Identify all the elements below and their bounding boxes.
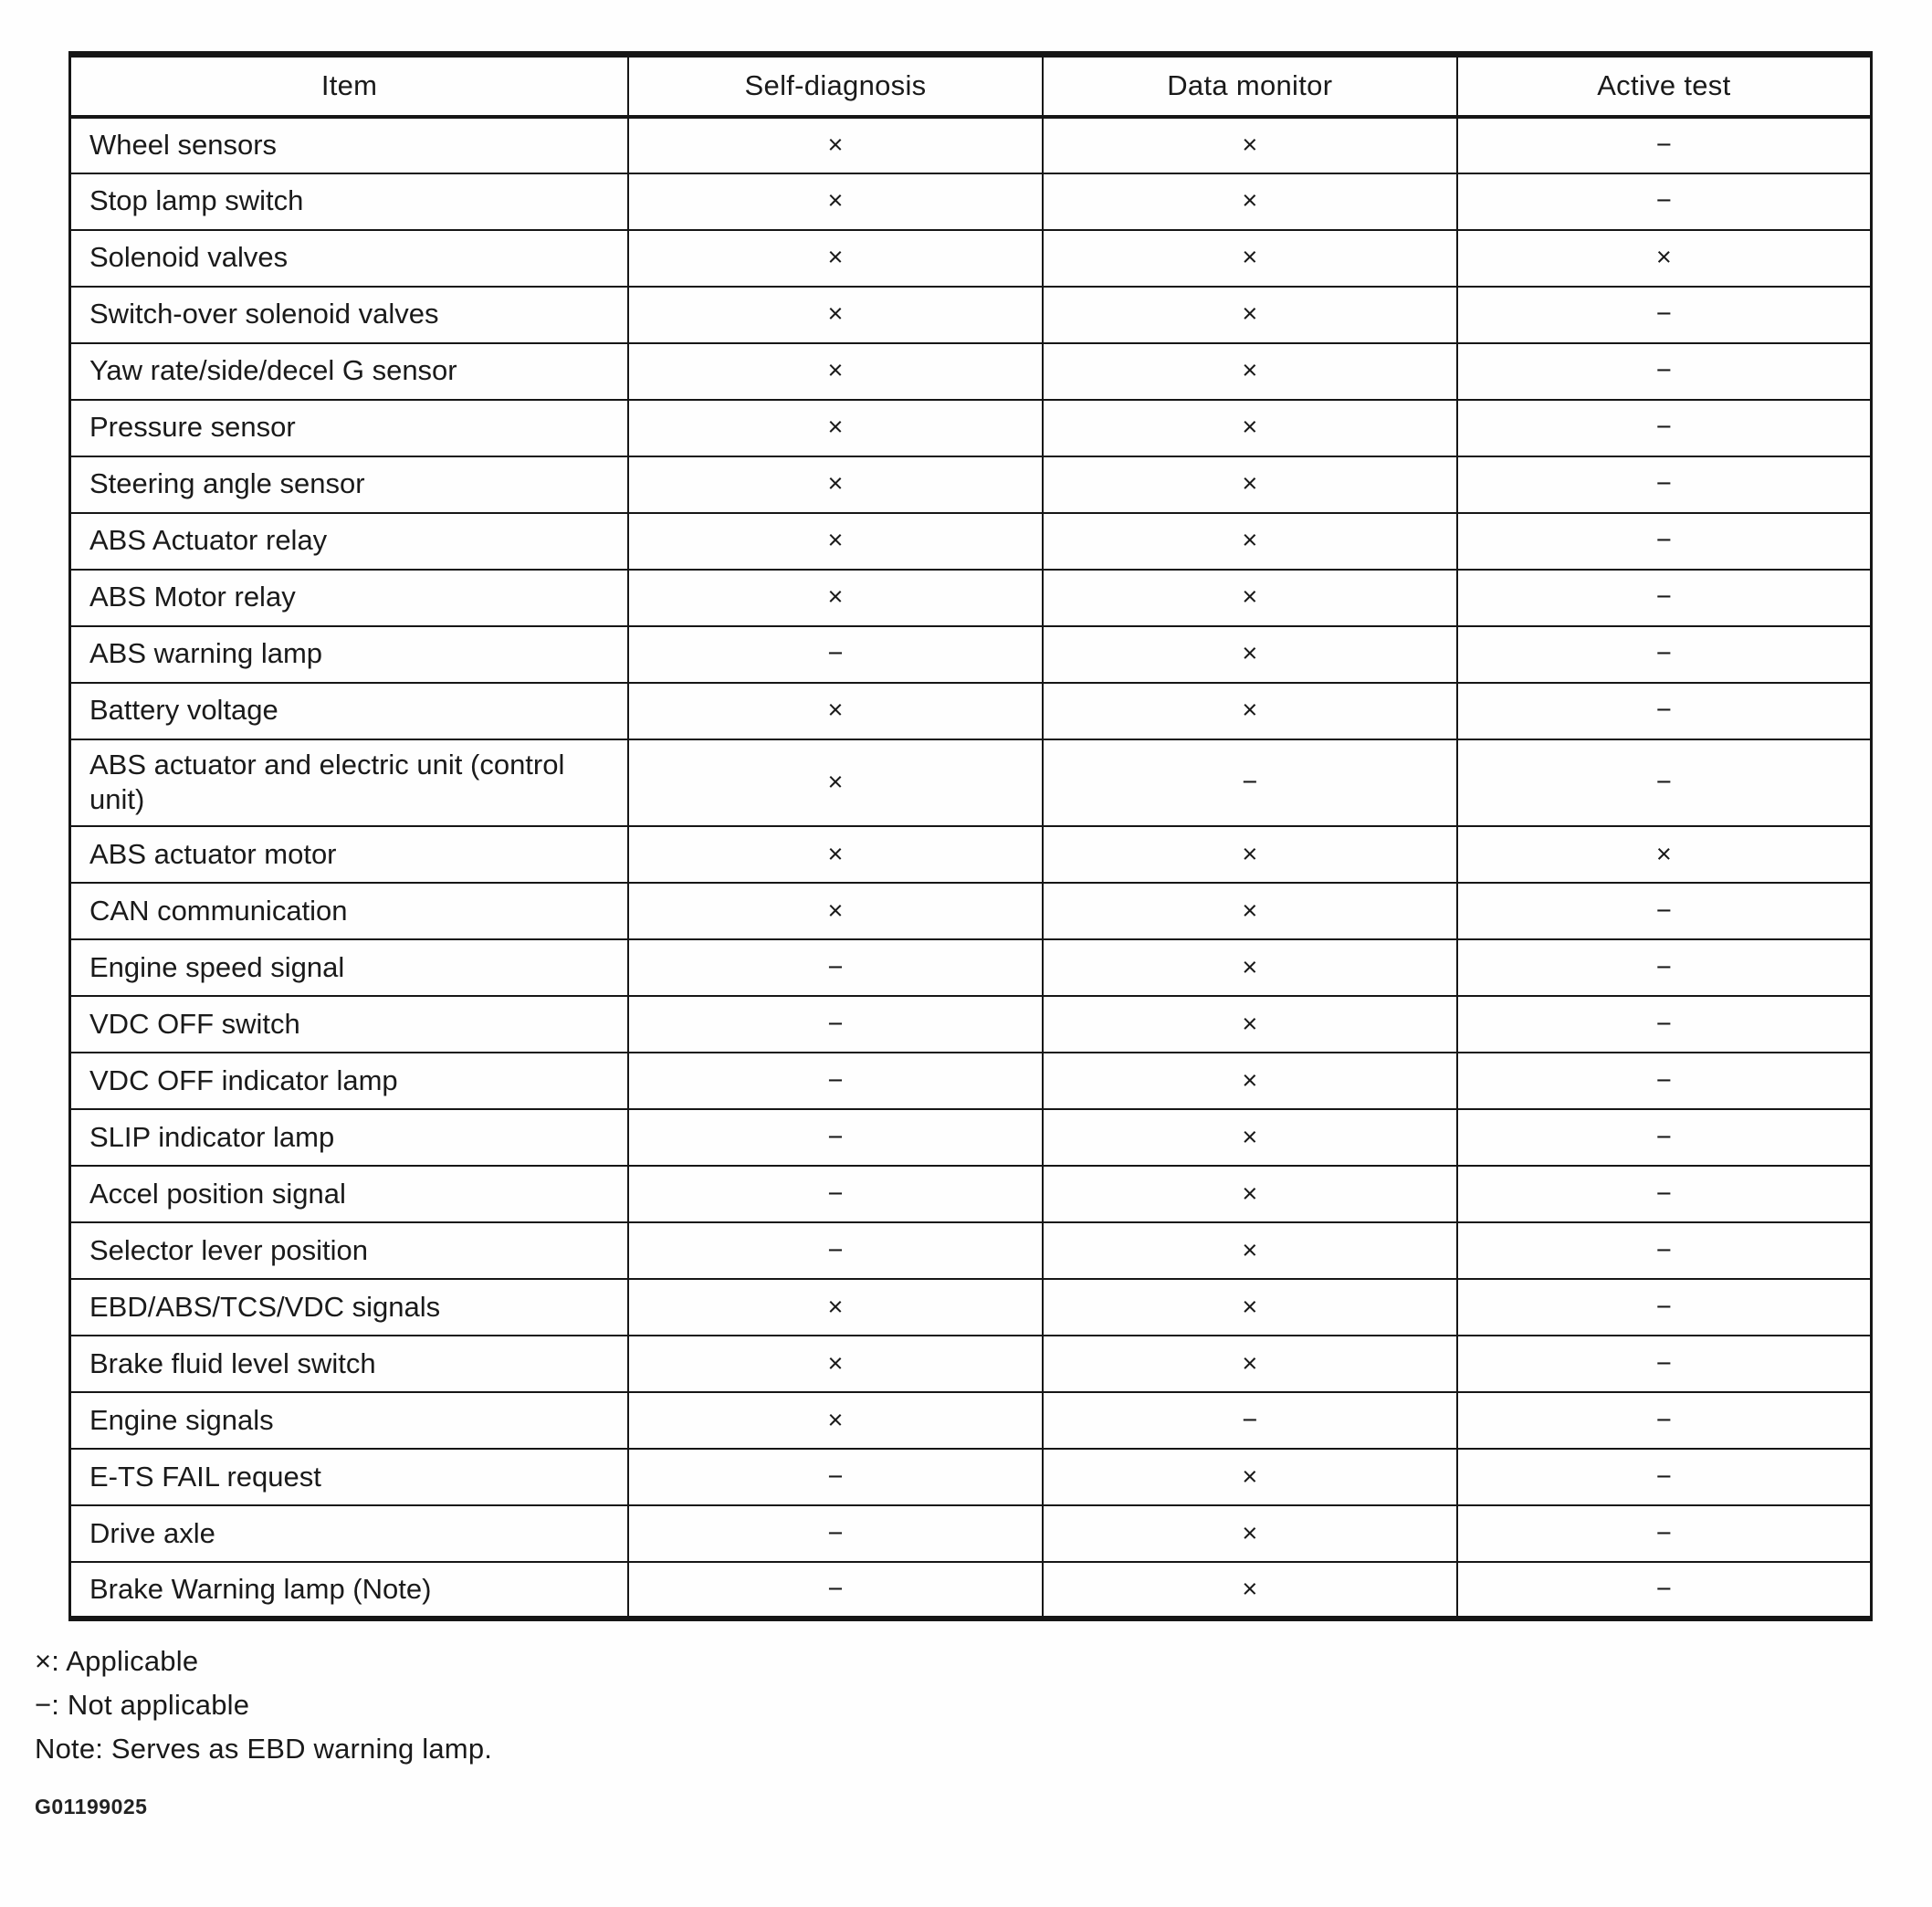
- item-cell: EBD/ABS/TCS/VDC signals: [70, 1279, 629, 1336]
- item-cell: Stop lamp switch: [70, 173, 629, 230]
- item-cell: Engine speed signal: [70, 939, 629, 996]
- self-diagnosis-cell: ×: [628, 1279, 1043, 1336]
- self-diagnosis-cell: −: [628, 939, 1043, 996]
- active-test-cell: −: [1457, 287, 1872, 343]
- table-row: [70, 996, 1872, 1053]
- table-row: [70, 1449, 1872, 1505]
- self-diagnosis-cell: ×: [628, 287, 1043, 343]
- item-cell: Switch-over solenoid valves: [70, 287, 629, 343]
- diagnostic-function-table: [68, 51, 1873, 1621]
- data-monitor-cell: ×: [1043, 1166, 1457, 1222]
- item-cell: CAN communication: [70, 883, 629, 939]
- item-cell: VDC OFF indicator lamp: [70, 1053, 629, 1109]
- table-row: [70, 1222, 1872, 1279]
- data-monitor-cell: −: [1043, 739, 1457, 827]
- data-monitor-cell: ×: [1043, 570, 1457, 626]
- data-monitor-cell: ×: [1043, 1109, 1457, 1166]
- header-row: [70, 55, 1872, 117]
- table-row: [70, 939, 1872, 996]
- data-monitor-cell: ×: [1043, 939, 1457, 996]
- data-monitor-cell: ×: [1043, 173, 1457, 230]
- active-test-cell: −: [1457, 1222, 1872, 1279]
- table-row: [70, 1392, 1872, 1449]
- legend-applicable: ×: Applicable: [35, 1645, 199, 1677]
- active-test-cell: ×: [1457, 826, 1872, 883]
- self-diagnosis-cell: ×: [628, 826, 1043, 883]
- active-test-cell: −: [1457, 173, 1872, 230]
- table-row: [70, 1505, 1872, 1562]
- table-row: [70, 513, 1872, 570]
- item-cell: E-TS FAIL request: [70, 1449, 629, 1505]
- active-test-cell: −: [1457, 739, 1872, 827]
- self-diagnosis-cell: ×: [628, 456, 1043, 513]
- item-cell: Yaw rate/side/decel G sensor: [70, 343, 629, 400]
- item-cell: Drive axle: [70, 1505, 629, 1562]
- item-cell: Brake Warning lamp (Note): [70, 1562, 629, 1619]
- data-monitor-cell: ×: [1043, 400, 1457, 456]
- data-monitor-cell: ×: [1043, 117, 1457, 173]
- item-cell: Engine signals: [70, 1392, 629, 1449]
- self-diagnosis-cell: ×: [628, 230, 1043, 287]
- table-row: [70, 739, 1872, 827]
- data-monitor-cell: ×: [1043, 626, 1457, 683]
- active-test-cell: −: [1457, 400, 1872, 456]
- active-test-cell: −: [1457, 1336, 1872, 1392]
- self-diagnosis-cell: −: [628, 1053, 1043, 1109]
- table-row: [70, 1336, 1872, 1392]
- active-test-cell: −: [1457, 1505, 1872, 1562]
- table-row: [70, 1053, 1872, 1109]
- data-monitor-cell: ×: [1043, 1222, 1457, 1279]
- table-row: [70, 1166, 1872, 1222]
- item-cell: VDC OFF switch: [70, 996, 629, 1053]
- active-test-cell: −: [1457, 1392, 1872, 1449]
- data-monitor-cell: −: [1043, 1392, 1457, 1449]
- self-diagnosis-cell: −: [628, 1449, 1043, 1505]
- data-monitor-cell: ×: [1043, 883, 1457, 939]
- table-row: [70, 400, 1872, 456]
- active-test-cell: −: [1457, 513, 1872, 570]
- table-row: [70, 173, 1872, 230]
- self-diagnosis-cell: −: [628, 1109, 1043, 1166]
- table-row: [70, 1562, 1872, 1619]
- active-test-cell: −: [1457, 570, 1872, 626]
- table-row: [70, 117, 1872, 173]
- active-test-cell: −: [1457, 1279, 1872, 1336]
- self-diagnosis-cell: ×: [628, 513, 1043, 570]
- self-diagnosis-cell: −: [628, 1222, 1043, 1279]
- table-row: [70, 683, 1872, 739]
- data-monitor-cell: ×: [1043, 1449, 1457, 1505]
- data-monitor-cell: ×: [1043, 1336, 1457, 1392]
- legend-note: Note: Serves as EBD warning lamp.: [35, 1733, 493, 1765]
- data-monitor-cell: ×: [1043, 287, 1457, 343]
- header-data-monitor: Data monitor: [1043, 55, 1457, 117]
- table-row: [70, 1109, 1872, 1166]
- active-test-cell: −: [1457, 1562, 1872, 1619]
- data-monitor-cell: ×: [1043, 1562, 1457, 1619]
- self-diagnosis-cell: ×: [628, 1336, 1043, 1392]
- active-test-cell: −: [1457, 1053, 1872, 1109]
- table-row: [70, 826, 1872, 883]
- table-row: [70, 1279, 1872, 1336]
- header-item: Item: [70, 55, 629, 117]
- table-row: [70, 343, 1872, 400]
- item-cell: Solenoid valves: [70, 230, 629, 287]
- item-cell: Pressure sensor: [70, 400, 629, 456]
- self-diagnosis-cell: −: [628, 996, 1043, 1053]
- active-test-cell: −: [1457, 1109, 1872, 1166]
- self-diagnosis-cell: ×: [628, 883, 1043, 939]
- data-monitor-cell: ×: [1043, 343, 1457, 400]
- item-cell: ABS Motor relay: [70, 570, 629, 626]
- active-test-cell: −: [1457, 939, 1872, 996]
- self-diagnosis-cell: ×: [628, 173, 1043, 230]
- item-cell: Steering angle sensor: [70, 456, 629, 513]
- data-monitor-cell: ×: [1043, 996, 1457, 1053]
- self-diagnosis-cell: −: [628, 1505, 1043, 1562]
- self-diagnosis-cell: −: [628, 1166, 1043, 1222]
- active-test-cell: −: [1457, 343, 1872, 400]
- table-row: [70, 883, 1872, 939]
- self-diagnosis-cell: ×: [628, 739, 1043, 827]
- data-monitor-cell: ×: [1043, 1505, 1457, 1562]
- data-monitor-cell: ×: [1043, 826, 1457, 883]
- self-diagnosis-cell: ×: [628, 343, 1043, 400]
- item-cell: Accel position signal: [70, 1166, 629, 1222]
- self-diagnosis-cell: −: [628, 1562, 1043, 1619]
- legend-not-applicable: −: Not applicable: [35, 1689, 250, 1721]
- active-test-cell: −: [1457, 883, 1872, 939]
- active-test-cell: ×: [1457, 230, 1872, 287]
- item-cell: Wheel sensors: [70, 117, 629, 173]
- table-row: [70, 287, 1872, 343]
- item-cell: Selector lever position: [70, 1222, 629, 1279]
- table-row: [70, 570, 1872, 626]
- table-row: [70, 456, 1872, 513]
- data-monitor-cell: ×: [1043, 513, 1457, 570]
- data-monitor-cell: ×: [1043, 1279, 1457, 1336]
- item-cell: ABS actuator and electric unit (control unit): [70, 739, 629, 827]
- item-cell: ABS Actuator relay: [70, 513, 629, 570]
- self-diagnosis-cell: −: [628, 626, 1043, 683]
- active-test-cell: −: [1457, 626, 1872, 683]
- active-test-cell: −: [1457, 996, 1872, 1053]
- self-diagnosis-cell: ×: [628, 1392, 1043, 1449]
- data-monitor-cell: ×: [1043, 1053, 1457, 1109]
- item-cell: SLIP indicator lamp: [70, 1109, 629, 1166]
- table-body: [70, 117, 1872, 1619]
- figure-id: G01199025: [35, 1795, 148, 1818]
- data-monitor-cell: ×: [1043, 456, 1457, 513]
- item-cell: ABS actuator motor: [70, 826, 629, 883]
- active-test-cell: −: [1457, 1166, 1872, 1222]
- legend: [35, 1640, 1932, 1771]
- active-test-cell: −: [1457, 456, 1872, 513]
- table-row: [70, 230, 1872, 287]
- header-active-test: Active test: [1457, 55, 1872, 117]
- table-row: [70, 626, 1872, 683]
- item-cell: Battery voltage: [70, 683, 629, 739]
- header-self-diagnosis: Self-diagnosis: [628, 55, 1043, 117]
- self-diagnosis-cell: ×: [628, 683, 1043, 739]
- item-cell: Brake fluid level switch: [70, 1336, 629, 1392]
- data-monitor-cell: ×: [1043, 683, 1457, 739]
- data-monitor-cell: ×: [1043, 230, 1457, 287]
- item-cell: ABS warning lamp: [70, 626, 629, 683]
- self-diagnosis-cell: ×: [628, 117, 1043, 173]
- self-diagnosis-cell: ×: [628, 400, 1043, 456]
- active-test-cell: −: [1457, 117, 1872, 173]
- active-test-cell: −: [1457, 683, 1872, 739]
- active-test-cell: −: [1457, 1449, 1872, 1505]
- self-diagnosis-cell: ×: [628, 570, 1043, 626]
